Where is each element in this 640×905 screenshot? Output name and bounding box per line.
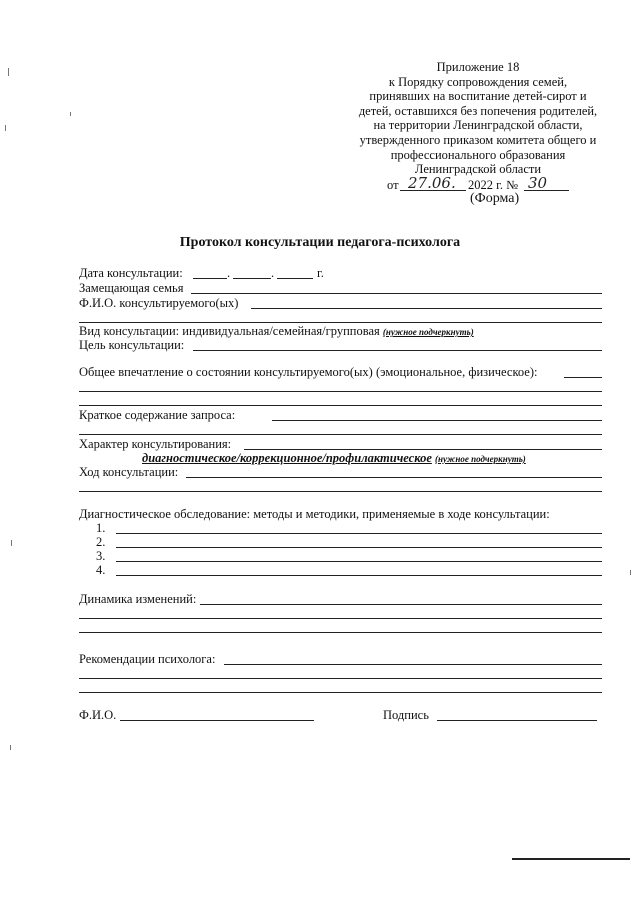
diagnostic-item-field[interactable] [116, 533, 602, 534]
date-year-suffix: г. [317, 266, 324, 280]
date-year-field[interactable] [277, 278, 313, 279]
character-note: (нужное подчеркнуть) [435, 454, 526, 464]
scan-line-artifact [512, 858, 630, 860]
scan-speck [70, 112, 71, 116]
diagnostic-item-number: 4. [96, 563, 106, 577]
date-day-field[interactable] [193, 278, 227, 279]
date-prefix: от [387, 178, 399, 192]
appendix-header [346, 60, 610, 177]
character-label: Характер консультирования: [79, 437, 232, 451]
fio-client-field[interactable] [251, 308, 602, 309]
appendix-line: Ленинградской области [414, 162, 542, 177]
appendix-line: к Порядку сопровождения семей, [388, 74, 568, 89]
number-underline [524, 190, 569, 191]
scan-speck [11, 540, 12, 546]
date-month-field[interactable] [233, 278, 271, 279]
course-field[interactable] [186, 477, 602, 478]
fio-client-field-2[interactable] [79, 322, 602, 323]
recommendations-field[interactable] [224, 664, 602, 665]
diagnostic-item-field[interactable] [116, 547, 602, 548]
date-dot: . [227, 266, 231, 280]
scan-speck [10, 745, 11, 750]
document-title: Протокол консультации педагога-психолога [179, 235, 461, 250]
scan-speck [630, 570, 631, 575]
handwritten-number: 30 [528, 174, 548, 192]
appendix-line: Приложение 18 [436, 60, 520, 74]
scan-speck [8, 68, 9, 76]
family-label: Замещающая семья [79, 281, 184, 295]
course-label: Ход консультации: [79, 465, 179, 479]
recommendations-field-2[interactable] [79, 678, 602, 679]
request-field[interactable] [272, 420, 602, 421]
date-dot: . [271, 266, 275, 280]
fio-label: Ф.И.О. [79, 708, 117, 722]
underline-note: (нужное подчеркнуть) [382, 327, 474, 337]
fio-field[interactable] [120, 720, 314, 721]
goal-label: Цель консультации: [79, 338, 185, 352]
scan-speck [5, 125, 6, 131]
dynamics-label: Динамика изменений: [79, 592, 197, 606]
recommendations-field-3[interactable] [79, 692, 602, 693]
impression-field-2[interactable] [79, 391, 602, 392]
family-field[interactable] [191, 293, 602, 294]
dynamics-field-3[interactable] [79, 632, 602, 633]
appendix-line: профессионального образования [390, 147, 566, 162]
character-options-text: диагностическое/коррекционное/профилактическое [142, 451, 432, 465]
dynamics-field[interactable] [200, 604, 602, 605]
appendix-line: детей, оставшихся без попечения родителей, [358, 103, 598, 118]
appendix-line: утвержденного приказом комитета общего и [359, 132, 597, 147]
diagnostic-item-number: 1. [96, 521, 106, 535]
impression-field[interactable] [564, 377, 602, 378]
character-options [142, 451, 526, 466]
signature-label: Подпись [383, 708, 429, 722]
dynamics-field-2[interactable] [79, 618, 602, 619]
diagnostic-item-field[interactable] [116, 561, 602, 562]
impression-label: Общее впечатление о состоянии консультируемого(ых) (эмоциональное, физическое): [79, 365, 538, 379]
consult-type-label [79, 324, 474, 339]
goal-field[interactable] [193, 350, 602, 351]
character-field[interactable] [244, 449, 602, 450]
diagnostic-item-number: 3. [96, 549, 106, 563]
date-underline [400, 190, 466, 191]
impression-field-3[interactable] [79, 405, 602, 406]
course-field-2[interactable] [79, 491, 602, 492]
appendix-line: принявших на воспитание детей-сирот и [369, 89, 587, 104]
request-field-2[interactable] [79, 434, 602, 435]
signature-field[interactable] [437, 720, 597, 721]
diagnostic-item-number: 2. [96, 535, 106, 549]
appendix-line: на территории Ленинградской области, [373, 118, 583, 133]
year-number-text: 2022 г. № [468, 178, 519, 192]
handwritten-date: 27.06. [408, 174, 456, 192]
diagnostic-item-field[interactable] [116, 575, 602, 576]
fio-client-label: Ф.И.О. консультируемого(ых) [79, 296, 239, 310]
form-label: (Форма) [470, 191, 520, 206]
request-label: Краткое содержание запроса: [79, 408, 236, 422]
date-label: Дата консультации: [79, 266, 183, 280]
diagnostic-label: Диагностическое обследование: методы и методики, применяемые в ходе консультации: [79, 507, 550, 521]
recommendations-label: Рекомендации психолога: [79, 652, 216, 666]
consult-type-text: Вид консультации: индивидуальная/семейная/групповая [79, 324, 380, 338]
